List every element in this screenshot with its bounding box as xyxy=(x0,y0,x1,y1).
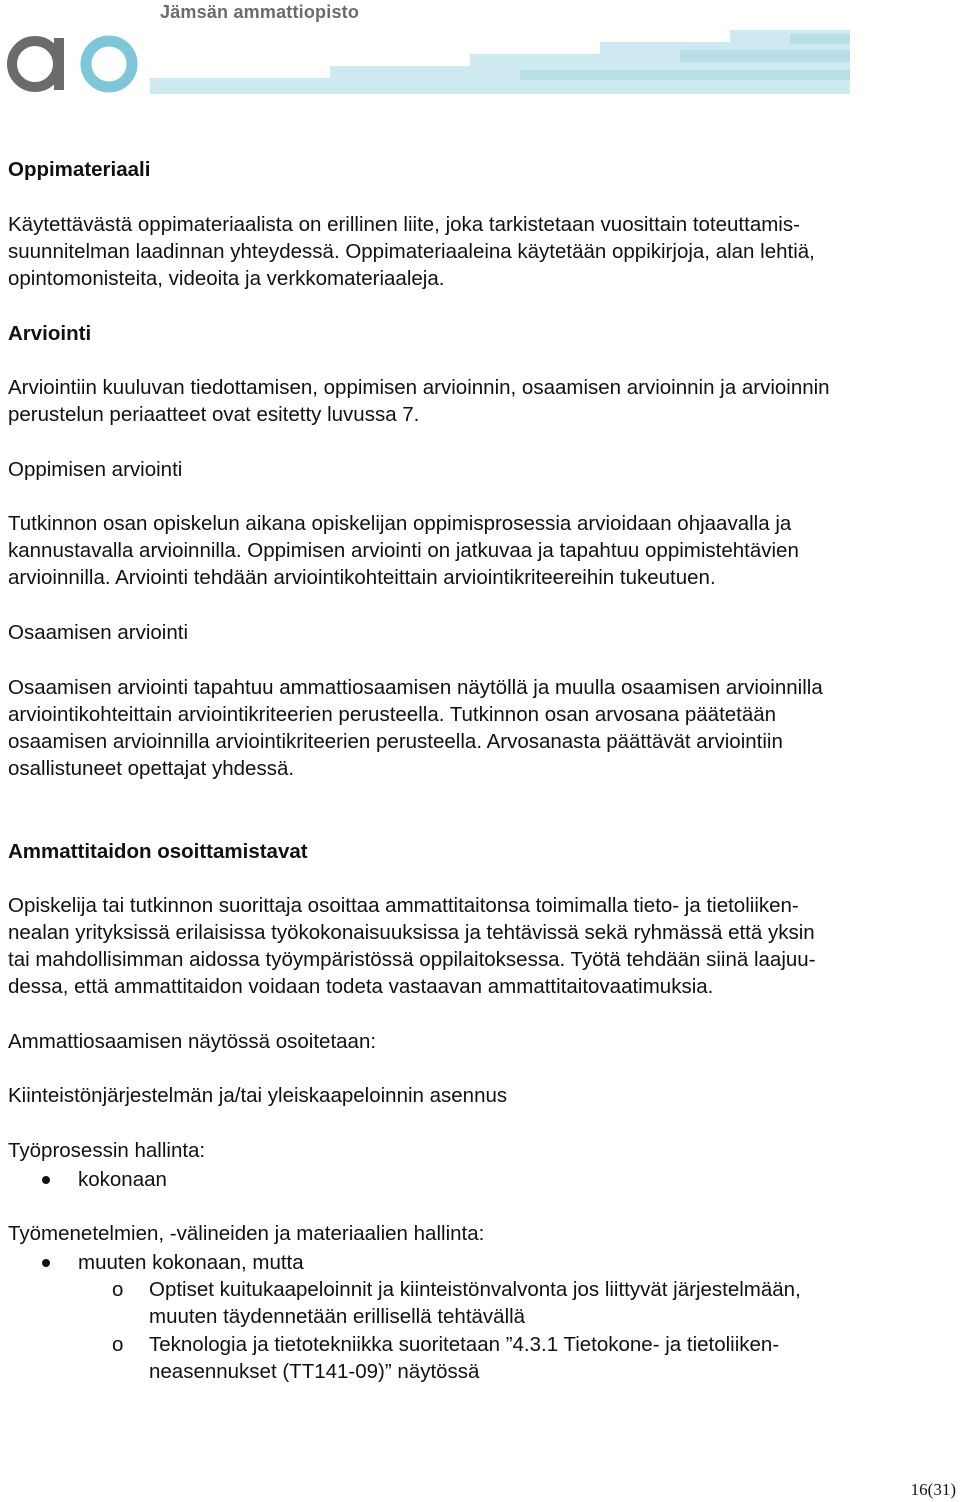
sub-list-item-line: Optiset kuitukaapeloinnit ja kiinteistönvalvonta jos liittyvät järjestelmään, xyxy=(149,1278,801,1301)
paragraph-line: arviointikohteittain arviointikriteerien perusteella. Tutkinnon osan arvosana päätetään xyxy=(8,703,777,726)
process-label: Työprosessin hallinta: xyxy=(8,1139,206,1162)
sub-list-item-line: Teknologia ja tietotekniikka suoritetaan ”4.3.1 Tietokone- ja tietoliiken- xyxy=(149,1333,780,1356)
methods-label: Työmenetelmien, -välineiden ja materiaalien hallinta: xyxy=(8,1222,485,1245)
list-item xyxy=(8,1249,908,1276)
paragraph-line: Tutkinnon osan opiskelun aikana opiskelijan oppimisprosessia arvioidaan ohjaavalla ja xyxy=(8,512,792,535)
logo-letter-o xyxy=(86,41,132,87)
logo-letter-a xyxy=(12,38,64,90)
subheading-osaamisen-arviointi: Osaamisen arviointi xyxy=(8,621,189,644)
paragraph-line: Arviointiin kuuluvan tiedottamisen, oppimisen arvioinnin, osaamisen arvioinnin ja arvioinnin xyxy=(8,376,830,399)
paragraph-line: dessa, että ammattitaidon voidaan todeta vastaavan ammattitaitovaatimuksia. xyxy=(8,975,714,998)
demo-title: Kiinteistönjärjestelmän ja/tai yleiskaapeloinnin asennus xyxy=(8,1084,508,1107)
document-header xyxy=(0,0,960,110)
paragraph-line: perustelun periaatteet ovat esitetty luvussa 7. xyxy=(8,403,420,426)
paragraph-line: Opiskelija tai tutkinnon suorittaja osoittaa ammattitaitonsa toimimalla tieto- ja tietoliiken- xyxy=(8,894,799,917)
heading-oppimateriaali: Oppimateriaali xyxy=(8,158,151,181)
bullet-icon xyxy=(42,1259,50,1267)
sub-bullet-icon: o xyxy=(112,1278,124,1301)
sub-list-item xyxy=(8,1331,948,1385)
page-number: 16(31) xyxy=(910,1480,956,1499)
paragraph-line: Osaamisen arviointi tapahtuu ammattiosaamisen näytöllä ja muulla osaamisen arvioinnilla xyxy=(8,676,823,699)
paragraph-line: osallistuneet opettajat yhdessä. xyxy=(8,757,295,780)
list-item-text: muuten kokonaan, mutta xyxy=(78,1251,304,1274)
list-item xyxy=(8,1166,908,1193)
paragraph-line: Käytettävästä oppimateriaalista on erillinen liite, joka tarkistetaan vuosittain toteuttamis- xyxy=(8,213,800,236)
heading-arviointi: Arviointi xyxy=(8,322,92,345)
sub-list-item-line: muuten täydennetään erillisellä tehtävällä xyxy=(149,1305,526,1328)
paragraph-line: tai mahdollisimman aidossa työympäristössä oppilaitoksessa. Työtä tehdään siinä laajuu- xyxy=(8,948,816,971)
heading-ammattitaidon-osoittamistavat: Ammattitaidon osoittamistavat xyxy=(8,840,308,863)
paragraph-line: opintomonisteita, videoita ja verkkomateriaaleja. xyxy=(8,267,445,290)
subheading-oppimisen-arviointi: Oppimisen arviointi xyxy=(8,458,183,481)
paragraph-line: arvioinnilla. Arviointi tehdään arviointikohteittain arviointikriteereihin tukeutuen. xyxy=(8,566,716,589)
paragraph-line: osaamisen arvioinnilla arviointikriteerien perusteella. Arvosanasta päättävät arviointiin xyxy=(8,730,783,753)
paragraph-line: suunnitelman laadinnan yhteydessä. Oppimateriaaleina käytetään oppikirjoja, alan lehtiä, xyxy=(8,240,815,263)
demo-intro: Ammattiosaamisen näytössä osoitetaan: xyxy=(8,1030,377,1053)
list-item-text: kokonaan xyxy=(78,1168,167,1191)
sub-list-item xyxy=(8,1276,948,1330)
paragraph-line: nealan yrityksissä erilaisissa työkokonaisuuksissa ja tehtävissä sekä ryhmässä että yksin xyxy=(8,921,815,944)
bullet-icon xyxy=(42,1176,50,1184)
sub-list-item-line: neasennukset (TT141-09)” näytössä xyxy=(149,1360,480,1383)
institution-name: Jämsän ammattiopisto xyxy=(160,2,360,22)
paragraph-line: kannustavalla arvioinnilla. Oppimisen arviointi on jatkuvaa ja tapahtuu oppimistehtävien xyxy=(8,539,799,562)
sub-bullet-icon: o xyxy=(112,1333,124,1356)
institution-logo xyxy=(0,0,960,110)
